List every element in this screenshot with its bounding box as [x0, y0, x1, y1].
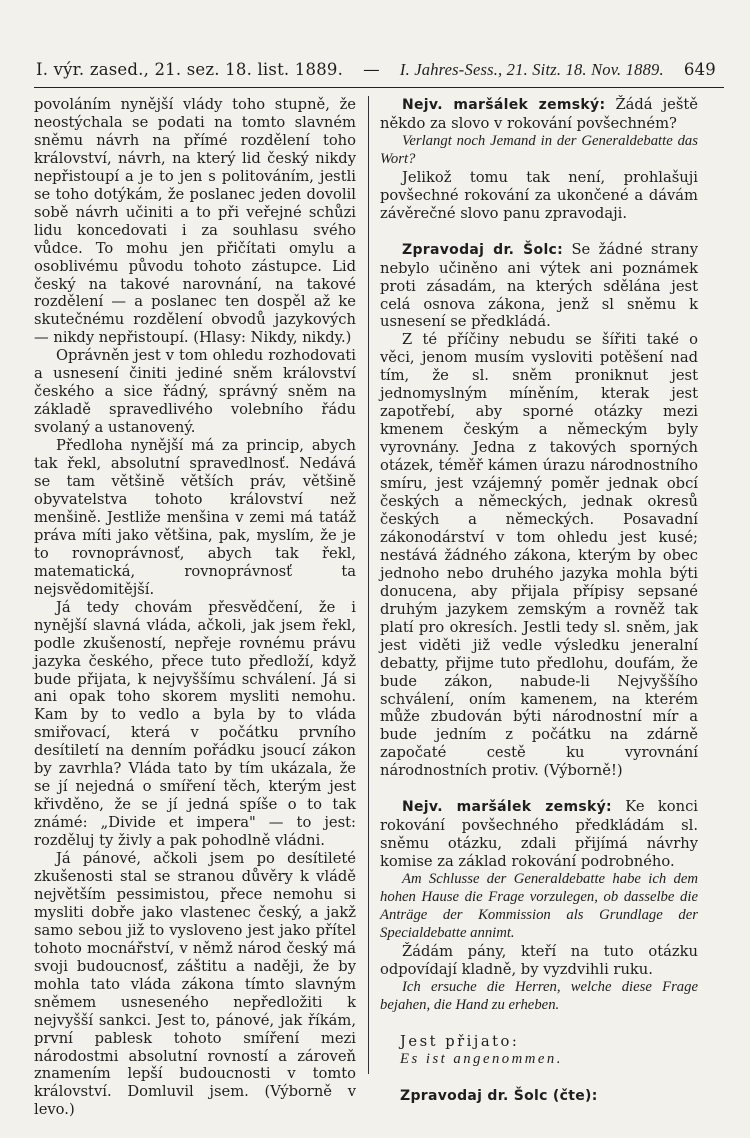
header-rule	[34, 87, 724, 88]
right-paragraph-3	[380, 241, 698, 332]
right-paragraph-2: Jelikož tomu tak není, prohlašuji povšechné rokování za ukončené a dávám závěrečné slovo panu zpravodaji.	[380, 168, 698, 222]
left-paragraph-5: Já pánové, ačkoli jsem po desítileté zkušenosti stal se stranou důvěry k vládě největším pessimistou, přece nemohu si mysliti dobře jako vlastenec český, a jakž samo sebou již to vysloveno jest jako přítel tohoto mocnářství, v němž národ český má svoji budoucnosť, záštitu a naději, že by mohla tato vláda zákona tímto slavným sněmem usneseného nepředložiti k nejvyšší sankci. Jest to, pánové, jak říkám, první pablesk tohoto smíření mezi národostmi absolutní rovností a zároveň znamením lepší budoucnosti v tomto království. Domluvil jsem. (Výborně v levo.)	[34, 850, 356, 1119]
paragraph-text: Žádá ještě někdo za slovo v rokování povšechném?	[380, 96, 698, 132]
right-column	[380, 96, 698, 1106]
right-paragraph-5	[380, 798, 698, 871]
final-speaker: Zpravodaj dr. Šolc (čte):	[400, 1087, 598, 1104]
speaker-reporter: Zpravodaj dr. Šolc:	[402, 241, 564, 258]
paragraph-text: Ke konci rokování povšechného předkládám sl. sněmu otázku, zdali přijímá návrhy komise za základ rokování podrobného.	[380, 798, 698, 871]
accepted-german: Es ist angenommen.	[400, 1050, 563, 1067]
right-paragraph-4: Z té příčiny nebudu se šířiti také o věci, jenom musím vysloviti potěšení nad tím, že sl. sněm proniknut jest jednomyslným míněním, kterak jest zapotřebí, aby sporné otázky mezi kmenem českým a německým byly vyrovnány. Jedna z takových sporných otázek, téměř kámen úrazu národnostního smíru, jest vzájemný poměr jednak obcí českých a německých, jednak okresů českých a německých. Posavadní zákonodárství v tom ohledu jest kusé; nestává žádného zákona, kterým by obec jednoho nebo druhého jazyka mohla býti donucena, aby přijala přípisy sepsané druhým jazykem zemským a rovněž tak platí pro okresích. Jestli tedy sl. sněm, jak jest viděti již vedle výsledku jeneralní debatty, přijme tuto předlohu, doufám, že bude zákon, nabude-li Nejvyššího schválení, oním kamenem, na kterém může zbudován býti národnostní mír a bude jedním z počátku na zdárně započaté cestě ku vyrovnání národnostních protiv. (Výborně!)	[380, 331, 698, 780]
right-paragraph-1	[380, 96, 698, 133]
header-czech: I. výr. zased., 21. sez. 18. list. 1889.	[36, 60, 344, 79]
right-paragraph-6-german: Ich ersuche die Herren, welche diese Frage bejahen, die Hand zu erheben.	[380, 978, 698, 1013]
speaker-marshal: Nejv. maršálek zemský:	[402, 799, 612, 816]
left-column	[34, 96, 356, 1119]
header-german: I. Jahres-Sess., 21. Sitz. 18. Nov. 1889.	[399, 60, 664, 79]
right-paragraph-6: Žádám pány, kteří na tuto otázku odpovídají kladně, by vyzdvihli ruku.	[380, 942, 698, 978]
right-paragraph-1-german: Verlangt noch Jemand in der Generaldebatte das Wort?	[380, 132, 698, 167]
speaker-marshal: Nejv. maršálek zemský:	[402, 97, 606, 113]
running-header	[36, 60, 716, 80]
left-paragraph-3: Předloha nynější má za princip, abych tak řekl, absolutní spravedlnosť. Nedává se tam většině větších práv, většině obyvatelstva tohoto království než menšině. Jestliže menšina v zemi má tatáž práva míti jako většina, pak, myslím, že je to rovnoprávnosť, abych tak řekl, matematická, rovnoprávnosť ta nejsvědomitější.	[34, 437, 356, 598]
header-dash: —	[363, 60, 380, 79]
left-paragraph-1: povoláním nynější vlády toho stupně, že neostýchala se podati na tomto slavném sněmu návrh na přímé rozdělení toho království, návrh, na který lid český nikdy nepřistoupí a je to jen s politováním, jestli se toho dotýkám, že poslanec jeden dovolil sobě návrh učiniti a to při veřejné schůzi lidu koncedovati i za souhlasu svého vůdce. To mohu jen přičítati omylu a osoblivému původu tohoto zástupce. Lid český na takové narovnání, na takové rozdělení — a poslanec ten dospěl až ke skutečnému rozdělení obvodů jazykových — nikdy nepřistoupí. (Hlasy: Nikdy, nikdy.)	[34, 96, 356, 347]
paragraph-text: Se žádné strany nebylo učiněno ani výtek ani poznámek proti zásadám, na kterých sdělána jest celá osnova zákona, jenž sl sněmu k usnesení se předkládá.	[380, 240, 698, 331]
page-number: 649	[683, 60, 716, 79]
accepted-czech: Jest přijato:	[400, 1032, 520, 1050]
column-divider	[368, 96, 369, 1074]
right-paragraph-5-german: Am Schlusse der Generaldebatte habe ich dem hohen Hause die Frage vorzulegen, ob dasselbe die Anträge der Kommission als Grundlage der Specialdebatte annimt.	[380, 871, 698, 941]
left-paragraph-2: Oprávněn jest v tom ohledu rozhodovati a usnesení činiti jediné sněm království českého a sice řádný, správný sněm na základě spravedlivého volebního řádu svolaný a ustanovený.	[34, 347, 356, 437]
left-paragraph-4: Já tedy chovám přesvědčení, že i nynější slavná vláda, ačkoli, jak jsem řekl, podle zkušeností, nepřeje rovnému právu jazyka českého, přece tuto předloží, když bude přijata, k nejvyššímu schválení. Já si ani opak toho skorem mysliti nemohu. Kam by to vedlo a byla by to vláda smiřovací, která v počátku prvního desítiletí na denním pořádku jsoucí zákon by zavrhla? Vláda tato by tím ukázala, že se jí nejedná o smíření těch, kterým jest křivděno, že se jí jedná spíše o to tak známé: „Divide et impera" — to jest: rozděluj ty živly a pak pohodlně vládni.	[34, 598, 356, 850]
